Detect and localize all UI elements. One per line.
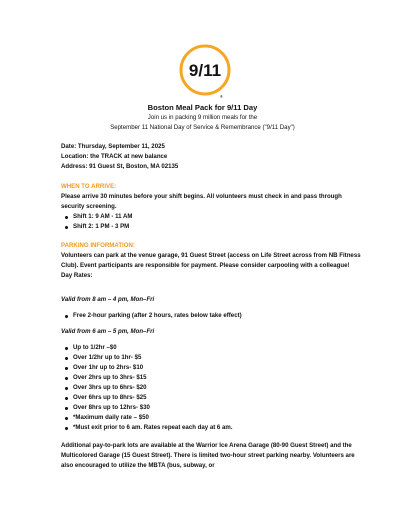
valid-window-1: Valid from 8 am – 4 pm, Mon–Fri — [61, 296, 155, 303]
event-address: Address: 91 Guest St, Boston, MA 02135 — [61, 163, 179, 170]
subtitle-line-2: September 11 National Day of Service & Remembrance ("9/11 Day") — [110, 124, 295, 131]
rate-item: Over 3hrs up to 6hrs- $20 — [61, 383, 361, 393]
rates-section — [61, 295, 361, 471]
event-details — [61, 142, 361, 172]
arrive-section — [61, 182, 361, 232]
free-parking-item: Free 2-hour parking (after 2 hours, rates below take effect) — [61, 311, 361, 321]
parking-text: Volunteers can park at the venue garage, 91 Guest Street (access on Life Street across from NB Fitness Club). Event participants are responsible for payment. Please consider carpooling with a colleague! — [61, 252, 361, 269]
shift-item: Shift 1: 9 AM - 11 AM — [61, 212, 361, 222]
subtitle-line-1: Join us in packing 9 million meals for the — [147, 114, 258, 121]
rate-item: Over 1/2hr up to 1hr- $5 — [61, 353, 361, 363]
parking-heading: PARKING INFORMATION: — [61, 242, 135, 249]
rate-item: *Maximum daily rate – $50 — [61, 413, 361, 423]
free-parking-list — [61, 311, 361, 321]
additional-parking-text: Additional pay-to-park lots are available at the Warrior Ice Arena Garage (80-90 Guest Street) and the Multicolored Garage (15 Guest Street). There is limited two-hour street parking nearby. Volunteers are also encouraged to utilize the MBTA (bus, subway, or — [61, 442, 355, 469]
rate-item: Over 6hrs up to 8hrs- $25 — [61, 393, 361, 403]
rate-item: Up to 1/2hr –$0 — [61, 343, 361, 353]
logo-text: 9/11 — [188, 61, 222, 80]
logo-registered-mark: ® — [220, 94, 223, 99]
rate-item: *Must exit prior to 6 am. Rates repeat each day at 6 am. — [61, 423, 361, 433]
rate-item: Over 8hrs up to 12hrs- $30 — [61, 403, 361, 413]
event-date: Date: Thursday, September 11, 2025 — [61, 143, 165, 150]
rate-list — [61, 343, 361, 433]
shift-list — [61, 212, 361, 232]
nine-eleven-logo — [176, 42, 234, 100]
rate-item: Over 2hrs up to 3hrs- $15 — [61, 373, 361, 383]
rate-item: Over 1hr up to 2hrs- $10 — [61, 363, 361, 373]
valid-window-2: Valid from 6 am – 5 pm, Mon–Fri — [61, 328, 155, 335]
event-location: Location: the TRACK at new balance — [61, 153, 168, 160]
parking-section — [61, 241, 361, 281]
arrive-text: Please arrive 30 minutes before your shift begins. All volunteers must check in and pass through security screening. — [61, 193, 342, 210]
shift-item: Shift 2: 1 PM - 3 PM — [61, 222, 361, 232]
arrive-heading: WHEN TO ARRIVE: — [61, 183, 117, 190]
page-title: Boston Meal Pack for 9/11 Day — [147, 103, 258, 112]
day-rates-label: Day Rates: — [61, 272, 93, 279]
